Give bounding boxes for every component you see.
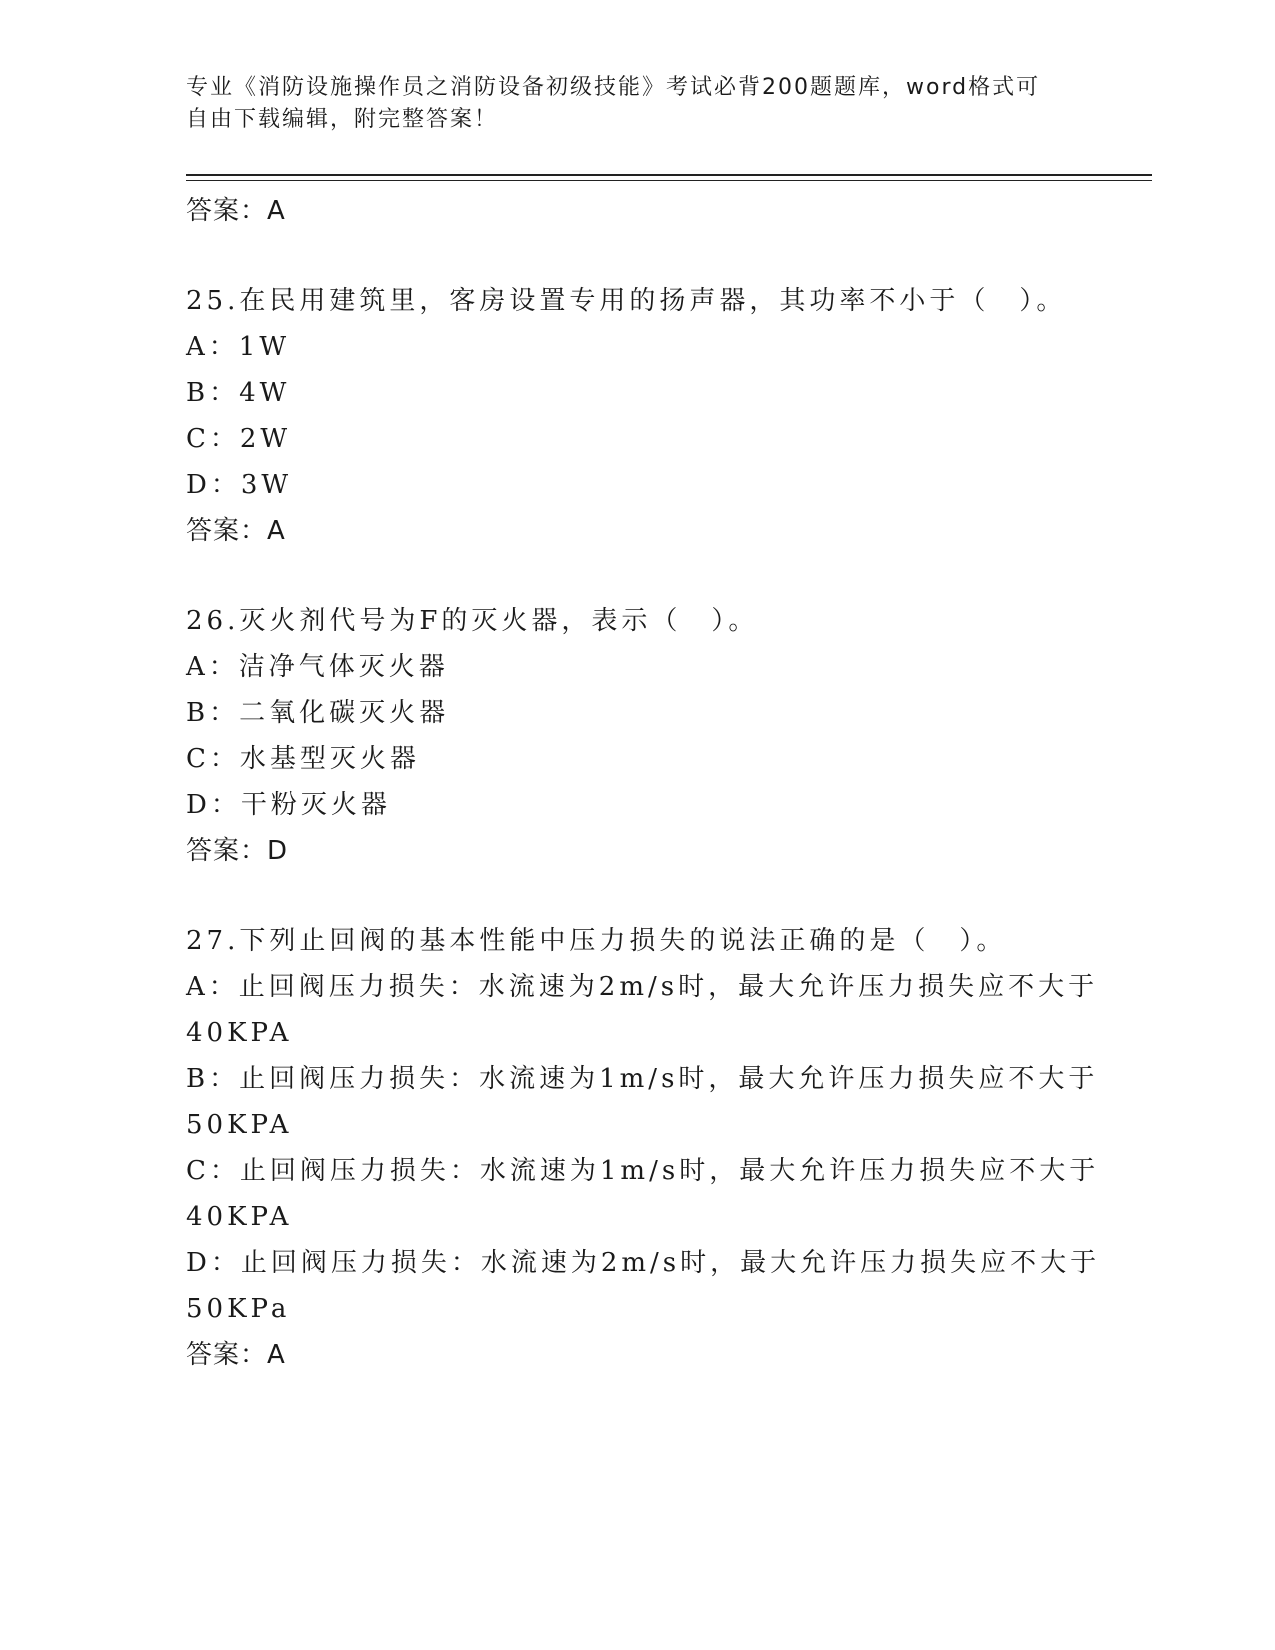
- spacer: [186, 234, 1086, 278]
- option-c-continued: 40KPA: [186, 1202, 293, 1232]
- option-a: A：止回阀压力损失：水流速为2m/s时，最大允许压力损失应不大于: [186, 972, 1099, 1002]
- option-c: C：止回阀压力损失：水流速为1m/s时，最大允许压力损失应不大于: [186, 1156, 1100, 1186]
- option-b: B：4W: [186, 378, 291, 408]
- spacer: [186, 874, 1086, 918]
- header-line-1: 专业《消防设施操作员之消防设备初级技能》考试必背200题题库，word格式可: [186, 75, 1041, 100]
- header-rule-thin: [186, 180, 1152, 181]
- option-d: D：3W: [186, 470, 293, 500]
- question-stem: 27.下列止回阀的基本性能中压力损失的说法正确的是（ ）。: [186, 926, 1007, 956]
- option-d-continued: 50KPa: [186, 1294, 291, 1324]
- question-stem: 25.在民用建筑里，客房设置专用的扬声器，其功率不小于（ ）。: [186, 286, 1067, 316]
- spacer: [186, 554, 1086, 598]
- option-d: D：干粉灭火器: [186, 790, 391, 820]
- header-rule: [186, 174, 1152, 176]
- question-block: [186, 918, 1101, 1378]
- page-header: [186, 72, 1066, 136]
- option-c: C：2W: [186, 424, 292, 454]
- option-a: A：洁净气体灭火器: [186, 652, 449, 682]
- answer-line: 答案：A: [186, 516, 286, 546]
- option-b: B：二氧化碳灭火器: [186, 698, 450, 728]
- option-c: C：水基型灭火器: [186, 744, 420, 774]
- question-block: [186, 278, 1086, 554]
- answer-line: 答案：D: [186, 836, 289, 866]
- answer-line: 答案：A: [186, 1340, 286, 1370]
- option-a-continued: 40KPA: [186, 1018, 293, 1048]
- option-d: D：止回阀压力损失：水流速为2m/s时，最大允许压力损失应不大于: [186, 1248, 1101, 1278]
- question-block: [186, 598, 1086, 874]
- previous-answer: 答案：A: [186, 196, 286, 226]
- question-list: [186, 188, 1101, 1378]
- option-b-continued: 50KPA: [186, 1110, 293, 1140]
- header-line-2: 自由下载编辑，附完整答案！: [186, 107, 499, 132]
- question-stem: 26.灭火剂代号为F的灭火器，表示（ ）。: [186, 606, 759, 636]
- option-b: B：止回阀压力损失：水流速为1m/s时，最大允许压力损失应不大于: [186, 1064, 1099, 1094]
- option-a: A：1W: [186, 332, 291, 362]
